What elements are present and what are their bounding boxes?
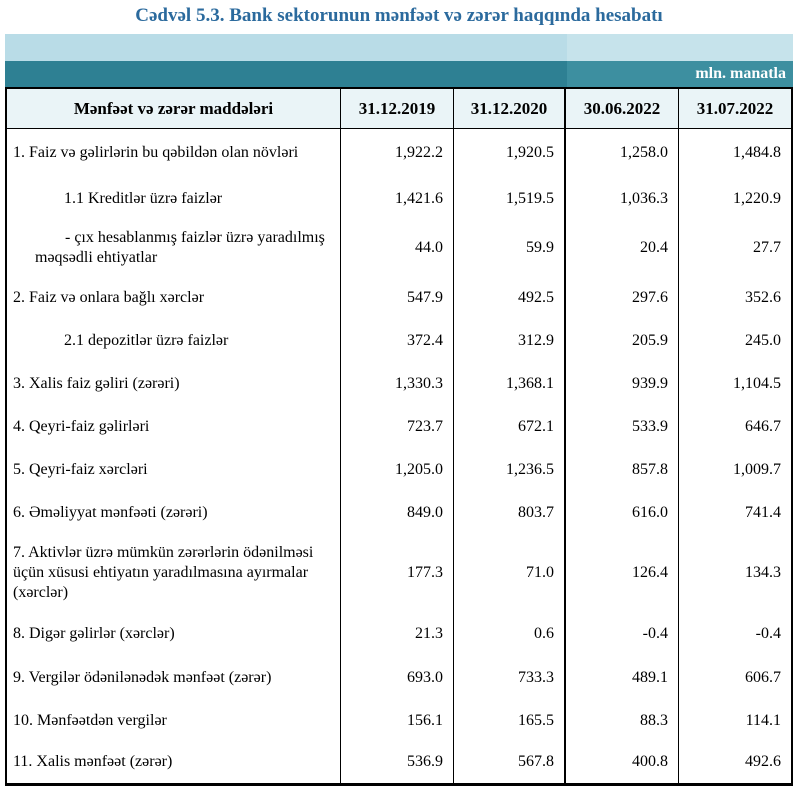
value-cell: 0.6 — [454, 612, 566, 655]
value-cell: 21.3 — [341, 612, 454, 655]
row-label: 5. Qeyri-faiz xərcləri — [7, 448, 341, 491]
value-cell: 1,236.5 — [454, 448, 566, 491]
value-cell: 939.9 — [566, 362, 679, 405]
table-row — [7, 655, 791, 701]
row-label: 8. Digər gəlirlər (xərclər) — [7, 612, 341, 655]
value-cell: 165.5 — [454, 701, 566, 741]
value-cell: 489.1 — [566, 655, 679, 701]
value-cell: 536.9 — [341, 741, 454, 783]
table-title: Cədvəl 5.3. Bank sektorunun mənfəət və zərər haqqında hesabatı — [135, 5, 663, 26]
value-cell: 492.6 — [745, 753, 781, 770]
value-cell: 1,009.7 — [733, 460, 781, 478]
value-cell: 156.1 — [341, 701, 454, 741]
row-label: 3. Xalis faiz gəliri (zərəri) — [7, 362, 341, 405]
value-cell: 1,368.1 — [454, 362, 566, 405]
value-cell: 245.0 — [745, 331, 781, 349]
unit-label: mln. manatla — [695, 65, 786, 82]
value-cell: 1,036.3 — [566, 177, 679, 220]
unit-band — [5, 61, 793, 87]
column-header-items: Mənfəət və zərər maddələri — [7, 89, 341, 128]
value-cell: 297.6 — [566, 276, 679, 319]
value-cell: 114.1 — [745, 712, 781, 729]
column-header-date-2: 31.12.2020 — [454, 89, 566, 128]
column-header-date-1: 31.12.2019 — [341, 89, 454, 128]
table-row — [7, 129, 791, 177]
table-row — [7, 220, 791, 276]
row-label: 10. Mənfəətdən vergilər — [7, 701, 341, 741]
row-label: 9. Vergilər ödənilənədək mənfəət (zərər) — [7, 655, 341, 701]
value-cell: 59.9 — [454, 220, 566, 276]
value-cell: 606.7 — [745, 669, 781, 686]
value-cell: 126.4 — [566, 534, 679, 612]
value-cell: 492.5 — [454, 276, 566, 319]
row-label: 7. Aktivlər üzrə mümkün zərərlərin ödənilməsi üçün xüsusi ehtiyatın yaradılmasına ayırmalar (xərclər) — [7, 534, 341, 612]
value-cell: 616.0 — [566, 491, 679, 534]
value-cell: 646.7 — [745, 417, 781, 435]
table-row — [7, 319, 791, 362]
value-cell: 352.6 — [745, 288, 781, 306]
value-cell: 1,104.5 — [733, 374, 781, 392]
table-row — [7, 612, 791, 655]
row-label: 2.1 depozitlər üzrə faizlər — [7, 319, 341, 362]
table-row — [7, 276, 791, 319]
value-cell: 849.0 — [341, 491, 454, 534]
table-row — [7, 362, 791, 405]
table-row — [7, 534, 791, 612]
value-cell: 733.3 — [454, 655, 566, 701]
value-cell: -0.4 — [755, 624, 781, 642]
value-cell: 20.4 — [566, 220, 679, 276]
table-row — [7, 741, 791, 783]
column-header-date-4: 31.07.2022 — [696, 98, 774, 118]
value-cell: 533.9 — [566, 405, 679, 448]
table-row — [7, 701, 791, 741]
row-label: 6. Əməliyyat mənfəəti (zərəri) — [7, 491, 341, 534]
value-cell: 1,922.2 — [341, 129, 454, 177]
table-row — [7, 177, 791, 220]
value-cell: -0.4 — [566, 612, 679, 655]
value-cell: 44.0 — [341, 220, 454, 276]
value-cell: 71.0 — [454, 534, 566, 612]
value-cell: 741.4 — [745, 503, 781, 521]
highlight-overlay-light — [567, 34, 793, 61]
value-cell: 134.3 — [745, 564, 781, 581]
value-cell: 1,205.0 — [341, 448, 454, 491]
value-cell: 1,220.9 — [733, 189, 781, 207]
value-cell: 672.1 — [454, 405, 566, 448]
value-cell: 27.7 — [753, 239, 781, 256]
value-cell: 372.4 — [341, 319, 454, 362]
value-cell: 1,920.5 — [454, 129, 566, 177]
column-header-date-3: 30.06.2022 — [566, 89, 679, 128]
value-cell: 857.8 — [566, 448, 679, 491]
value-cell: 88.3 — [566, 701, 679, 741]
value-cell: 1,484.8 — [733, 144, 781, 161]
value-cell: 1,330.3 — [341, 362, 454, 405]
value-cell: 1,421.6 — [341, 177, 454, 220]
profit-loss-table — [5, 87, 793, 786]
row-label: 1.1 Kreditlər üzrə faizlər — [7, 177, 341, 220]
value-cell: 1,258.0 — [566, 129, 679, 177]
value-cell: 1,519.5 — [454, 177, 566, 220]
row-label: 11. Xalis mənfəət (zərər) — [7, 741, 341, 783]
value-cell: 547.9 — [341, 276, 454, 319]
value-cell: 723.7 — [341, 405, 454, 448]
value-cell: 803.7 — [454, 491, 566, 534]
table-row — [7, 405, 791, 448]
row-label: 2. Faiz və onlara bağlı xərclər — [7, 276, 341, 319]
table-row — [7, 491, 791, 534]
row-label: - çıx hesablanmış faizlər üzrə yaradılmış məqsədli ehtiyatlar — [7, 220, 341, 276]
value-cell: 400.8 — [566, 741, 679, 783]
value-cell: 205.9 — [566, 319, 679, 362]
value-cell: 177.3 — [341, 534, 454, 612]
value-cell: 312.9 — [454, 319, 566, 362]
row-label: 4. Qeyri-faiz gəlirləri — [7, 405, 341, 448]
decorative-band-light — [5, 34, 793, 61]
table-header-row — [7, 89, 791, 129]
table-row — [7, 448, 791, 491]
value-cell: 693.0 — [341, 655, 454, 701]
value-cell: 567.8 — [454, 741, 566, 783]
row-label: 1. Faiz və gəlirlərin bu qəbildən olan növləri — [7, 129, 341, 177]
